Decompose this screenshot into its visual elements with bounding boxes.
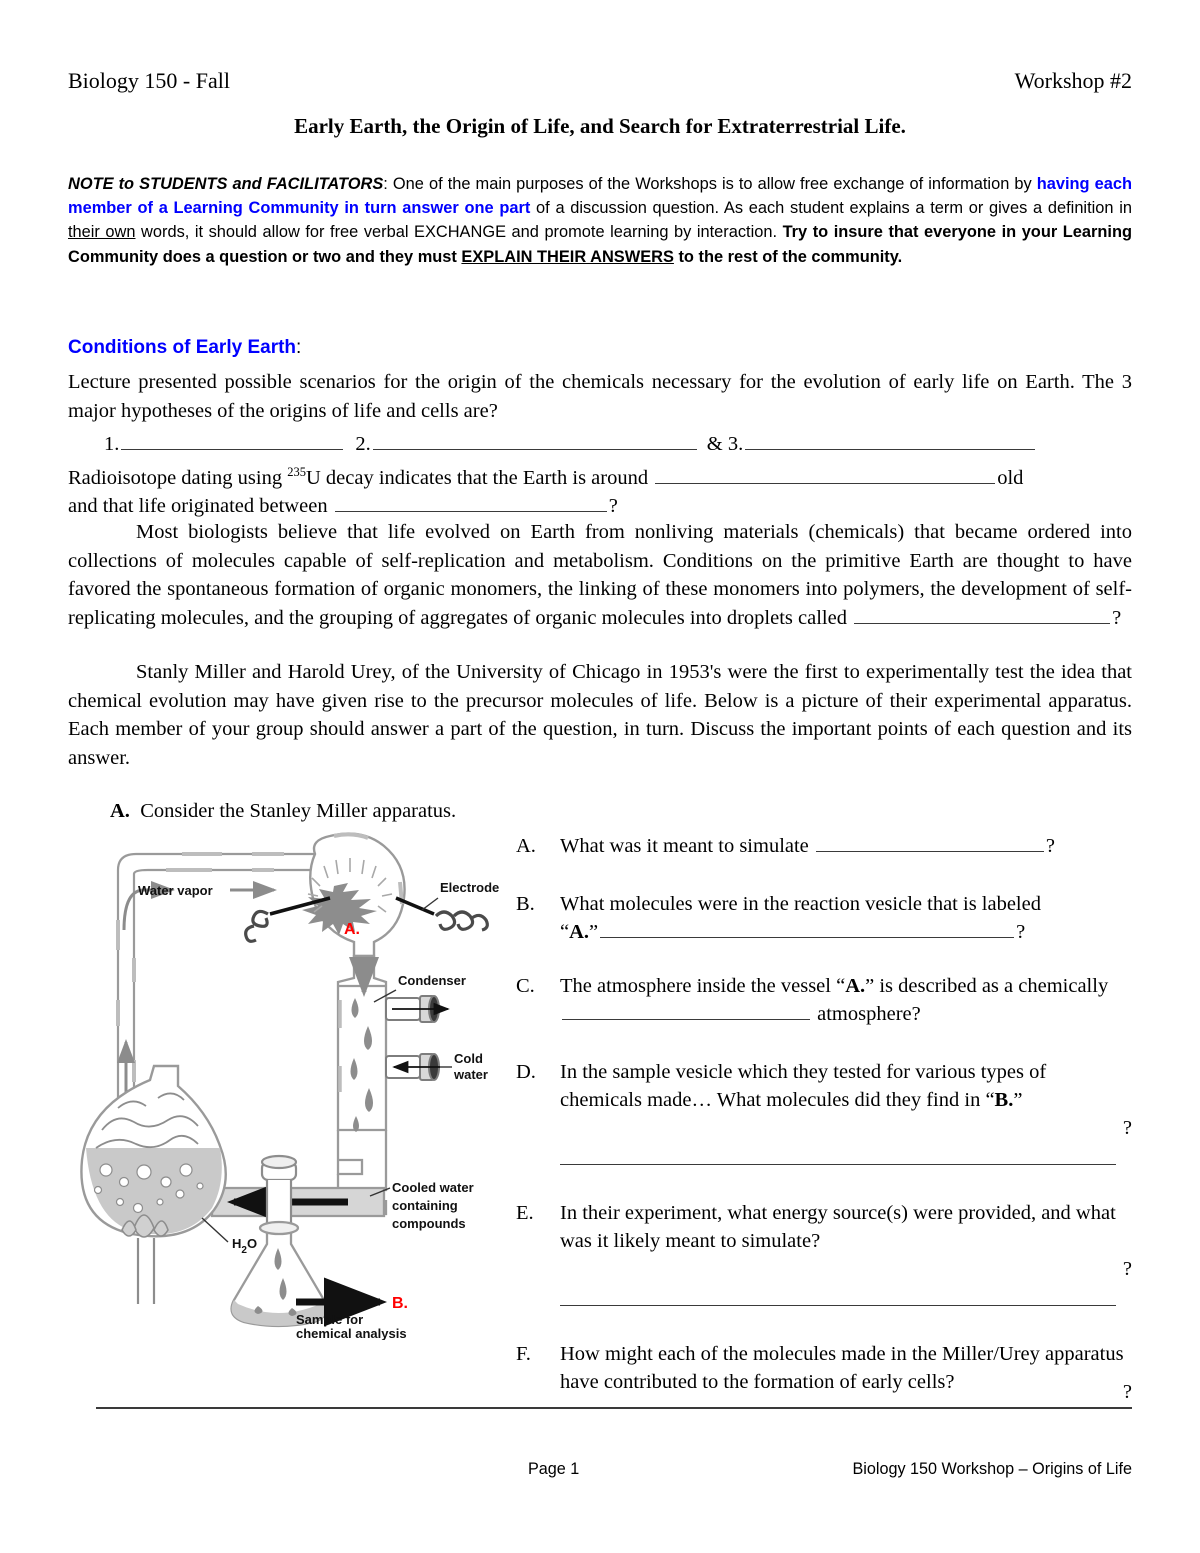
- radio-text-a: Radioisotope dating using: [68, 466, 288, 489]
- electrode-leader-line: [422, 898, 438, 910]
- h2o-leader-line: [202, 1218, 228, 1242]
- label-sample-2: chemical analysis: [296, 1326, 407, 1340]
- section-heading-colon: :: [296, 337, 302, 358]
- question-c-mid: ” is described as a chemically: [865, 975, 1109, 997]
- note-block: [68, 172, 1132, 269]
- hypothesis-3-label: & 3.: [706, 433, 744, 455]
- label-cold-water-line1: Cold: [454, 1051, 483, 1066]
- question-d-prompt: In the sample vesicle which they tested for various types of chemicals made… What molecules did they find in “: [560, 1061, 1047, 1111]
- question-a-qmark: ?: [1045, 835, 1056, 857]
- question-item-b: [516, 890, 1132, 946]
- note-colon: :: [383, 175, 393, 193]
- final-answer-blank[interactable]: [96, 1405, 1132, 1409]
- section-heading: [68, 337, 301, 359]
- h2o-o: O: [246, 1236, 258, 1251]
- question-e-prompt: In their experiment, what energy source(s) were provided, and what was it likely meant to simulate?: [560, 1202, 1116, 1252]
- part-a-letter: A.: [110, 800, 130, 822]
- question-c-blank[interactable]: [562, 1000, 810, 1020]
- label-condenser: Condenser: [398, 973, 466, 988]
- hypotheses-row: [68, 430, 1132, 456]
- label-cold-water-line2: water: [454, 1067, 488, 1082]
- question-d-vessel-ref: B.: [994, 1089, 1014, 1111]
- hypothesis-2-label: 2.: [355, 433, 371, 455]
- question-b-vessel-ref: A.: [569, 921, 590, 943]
- radio-text-b: U decay indicates that the Earth is around: [305, 466, 654, 489]
- note-text-2: of a discussion question. As each student explains a term or gives a definition in: [530, 199, 1132, 218]
- question-c-suffix: atmosphere?: [812, 1003, 921, 1025]
- note-underline-1: their own: [68, 223, 136, 242]
- miller-urey-apparatus-diagram: [62, 830, 512, 1340]
- h2o-h: H: [232, 1236, 242, 1251]
- note-underline-2: EXPLAIN THEIR ANSWERS: [461, 247, 674, 266]
- most-text: Most biologists believe that life evolved on Earth from nonliving materials (chemicals) that became ordered into collections of molecules capable of self-replication and metabolism. Conditions on the primitive Earth are thought to have favored the spontaneous formation of organic monomers, the linking of these monomers into polymers, the development of self-replicating molecules, and the grouping of aggregates of organic molecules into droplets called: [68, 521, 1132, 629]
- question-d-letter: D.: [516, 1061, 536, 1083]
- question-a-text: [560, 832, 1132, 860]
- footer-page-number: Page 1: [528, 1460, 580, 1478]
- question-b-blank[interactable]: [600, 918, 1014, 938]
- question-c-letter: C.: [516, 975, 535, 997]
- question-b-qmark: ?: [1016, 921, 1026, 943]
- question-f-text: How might each of the molecules made in the Miller/Urey apparatus have contributed to the formation of early cells?: [560, 1343, 1124, 1393]
- svg-text:H2O: [232, 1236, 257, 1256]
- question-b-quote-open: “: [560, 921, 570, 943]
- page-header: [68, 68, 1132, 94]
- hypothesis-1-label: 1.: [104, 433, 120, 455]
- question-a-letter: A.: [516, 835, 536, 857]
- note-text-1: One of the main purposes of the Workshops is to allow free exchange of information by: [392, 175, 1037, 193]
- part-a-text: Consider the Stanley Miller apparatus.: [140, 800, 457, 822]
- footer-workshop-title: Biology 150 Workshop – Origins of Life: [852, 1460, 1132, 1478]
- paragraph-lecture: Lecture presented possible scenarios for the origin of the chemicals necessary for the evolution of early life on Earth. The 3 major hypotheses of the origins of life and cells are?: [68, 371, 1132, 422]
- question-b-text: [560, 890, 1132, 946]
- burner-stem: [138, 1238, 154, 1304]
- earth-age-blank[interactable]: [655, 464, 995, 484]
- question-c-text: [560, 972, 1132, 1028]
- question-a-blank[interactable]: [816, 832, 1044, 852]
- question-e-qmark: ?: [1122, 1258, 1132, 1280]
- question-b-letter: B.: [516, 893, 535, 915]
- label-h2o: [232, 1236, 257, 1256]
- droplets-blank[interactable]: [854, 604, 1110, 624]
- most-question-mark: ?: [1112, 606, 1122, 629]
- page-title: Early Earth, the Origin of Life, and Search for Extraterrestrial Life.: [294, 114, 906, 138]
- question-c-vessel-ref: A.: [845, 975, 866, 997]
- question-c-prompt: The atmosphere inside the vessel “: [560, 975, 846, 997]
- question-d-mid: ”: [1013, 1089, 1023, 1111]
- question-e-text: [560, 1199, 1132, 1306]
- note-bold-1: Try to insure that everyone in your Learning Community does a question or two and they must: [68, 223, 1132, 266]
- final-answer-area: [96, 1381, 1132, 1409]
- marker-label-b: B.: [392, 1295, 408, 1312]
- paragraph-most-biologists: [68, 518, 1132, 632]
- question-item-a: [516, 832, 1132, 860]
- question-d-text: [560, 1058, 1132, 1165]
- note-text-3: words, it should allow for free verbal EXCHANGE and promote learning by interaction.: [135, 223, 783, 242]
- radio-old: old: [997, 466, 1024, 489]
- section-heading-text: Conditions of Early Earth: [68, 337, 297, 358]
- question-d-blank[interactable]: [560, 1144, 1116, 1165]
- hypothesis-2-blank[interactable]: [373, 430, 697, 450]
- hypothesis-1-blank[interactable]: [121, 430, 343, 450]
- note-highlight: having each member of a Learning Community in turn answer one part: [68, 175, 1132, 218]
- paragraph-radioisotope: [68, 458, 1132, 521]
- note-bold-2: to the rest of the community.: [673, 247, 903, 266]
- question-b-prompt: What molecules were in the reaction vesicle that is labeled: [560, 893, 1041, 915]
- question-e-blank[interactable]: [560, 1285, 1116, 1306]
- question-list: [516, 832, 1132, 1422]
- radio-text-c: and that life originated between: [68, 495, 333, 518]
- radio-question-mark: ?: [608, 495, 618, 518]
- paragraph-miller-urey: Stanly Miller and Harold Urey, of the University of Chicago in 1953's were the first to experimentally test the idea that chemical evolution may have given rise to the precursor molecules of life. Below is a picture of their experimental apparatus. Each member of your group should answer a part of the question, in turn. Discuss the important points of each question and its answer.: [68, 661, 1132, 769]
- hypothesis-3-blank[interactable]: [745, 430, 1035, 450]
- question-d-answer-row: [560, 1114, 1132, 1142]
- label-cooled-water-2: containing: [392, 1198, 458, 1213]
- question-b-quote-close: ”: [589, 921, 599, 943]
- marker-label-a: A.: [344, 921, 360, 938]
- question-e-answer-row: [560, 1255, 1132, 1283]
- h2o-sub: 2: [241, 1245, 247, 1256]
- question-a-prompt: What was it meant to simulate: [560, 835, 814, 857]
- header-workshop: Workshop #2: [1014, 68, 1132, 93]
- label-cooled-water-3: compounds: [392, 1216, 466, 1231]
- label-cooled-water-1: Cooled water: [392, 1180, 474, 1195]
- question-d-qmark: ?: [1122, 1117, 1132, 1139]
- isotope-superscript: 235: [287, 465, 306, 479]
- label-electrode: Electrode: [440, 880, 500, 895]
- apparatus-svg: [62, 830, 512, 1340]
- sample-stopcock: [262, 1156, 296, 1228]
- part-a-heading: [110, 800, 456, 823]
- question-item-c: [516, 972, 1132, 1028]
- note-lead: NOTE to STUDENTS and FACILITATORS: [68, 175, 384, 193]
- question-item-e: [516, 1199, 1132, 1306]
- label-sample-1: Sample for: [296, 1312, 364, 1327]
- question-f-letter: F.: [516, 1343, 531, 1365]
- label-water-vapor: Water vapor: [138, 883, 213, 898]
- final-qmark: ?: [1122, 1381, 1132, 1403]
- question-item-d: [516, 1058, 1132, 1165]
- life-origin-blank[interactable]: [335, 492, 607, 512]
- question-e-letter: E.: [516, 1202, 534, 1224]
- header-course: Biology 150 - Fall: [68, 68, 230, 93]
